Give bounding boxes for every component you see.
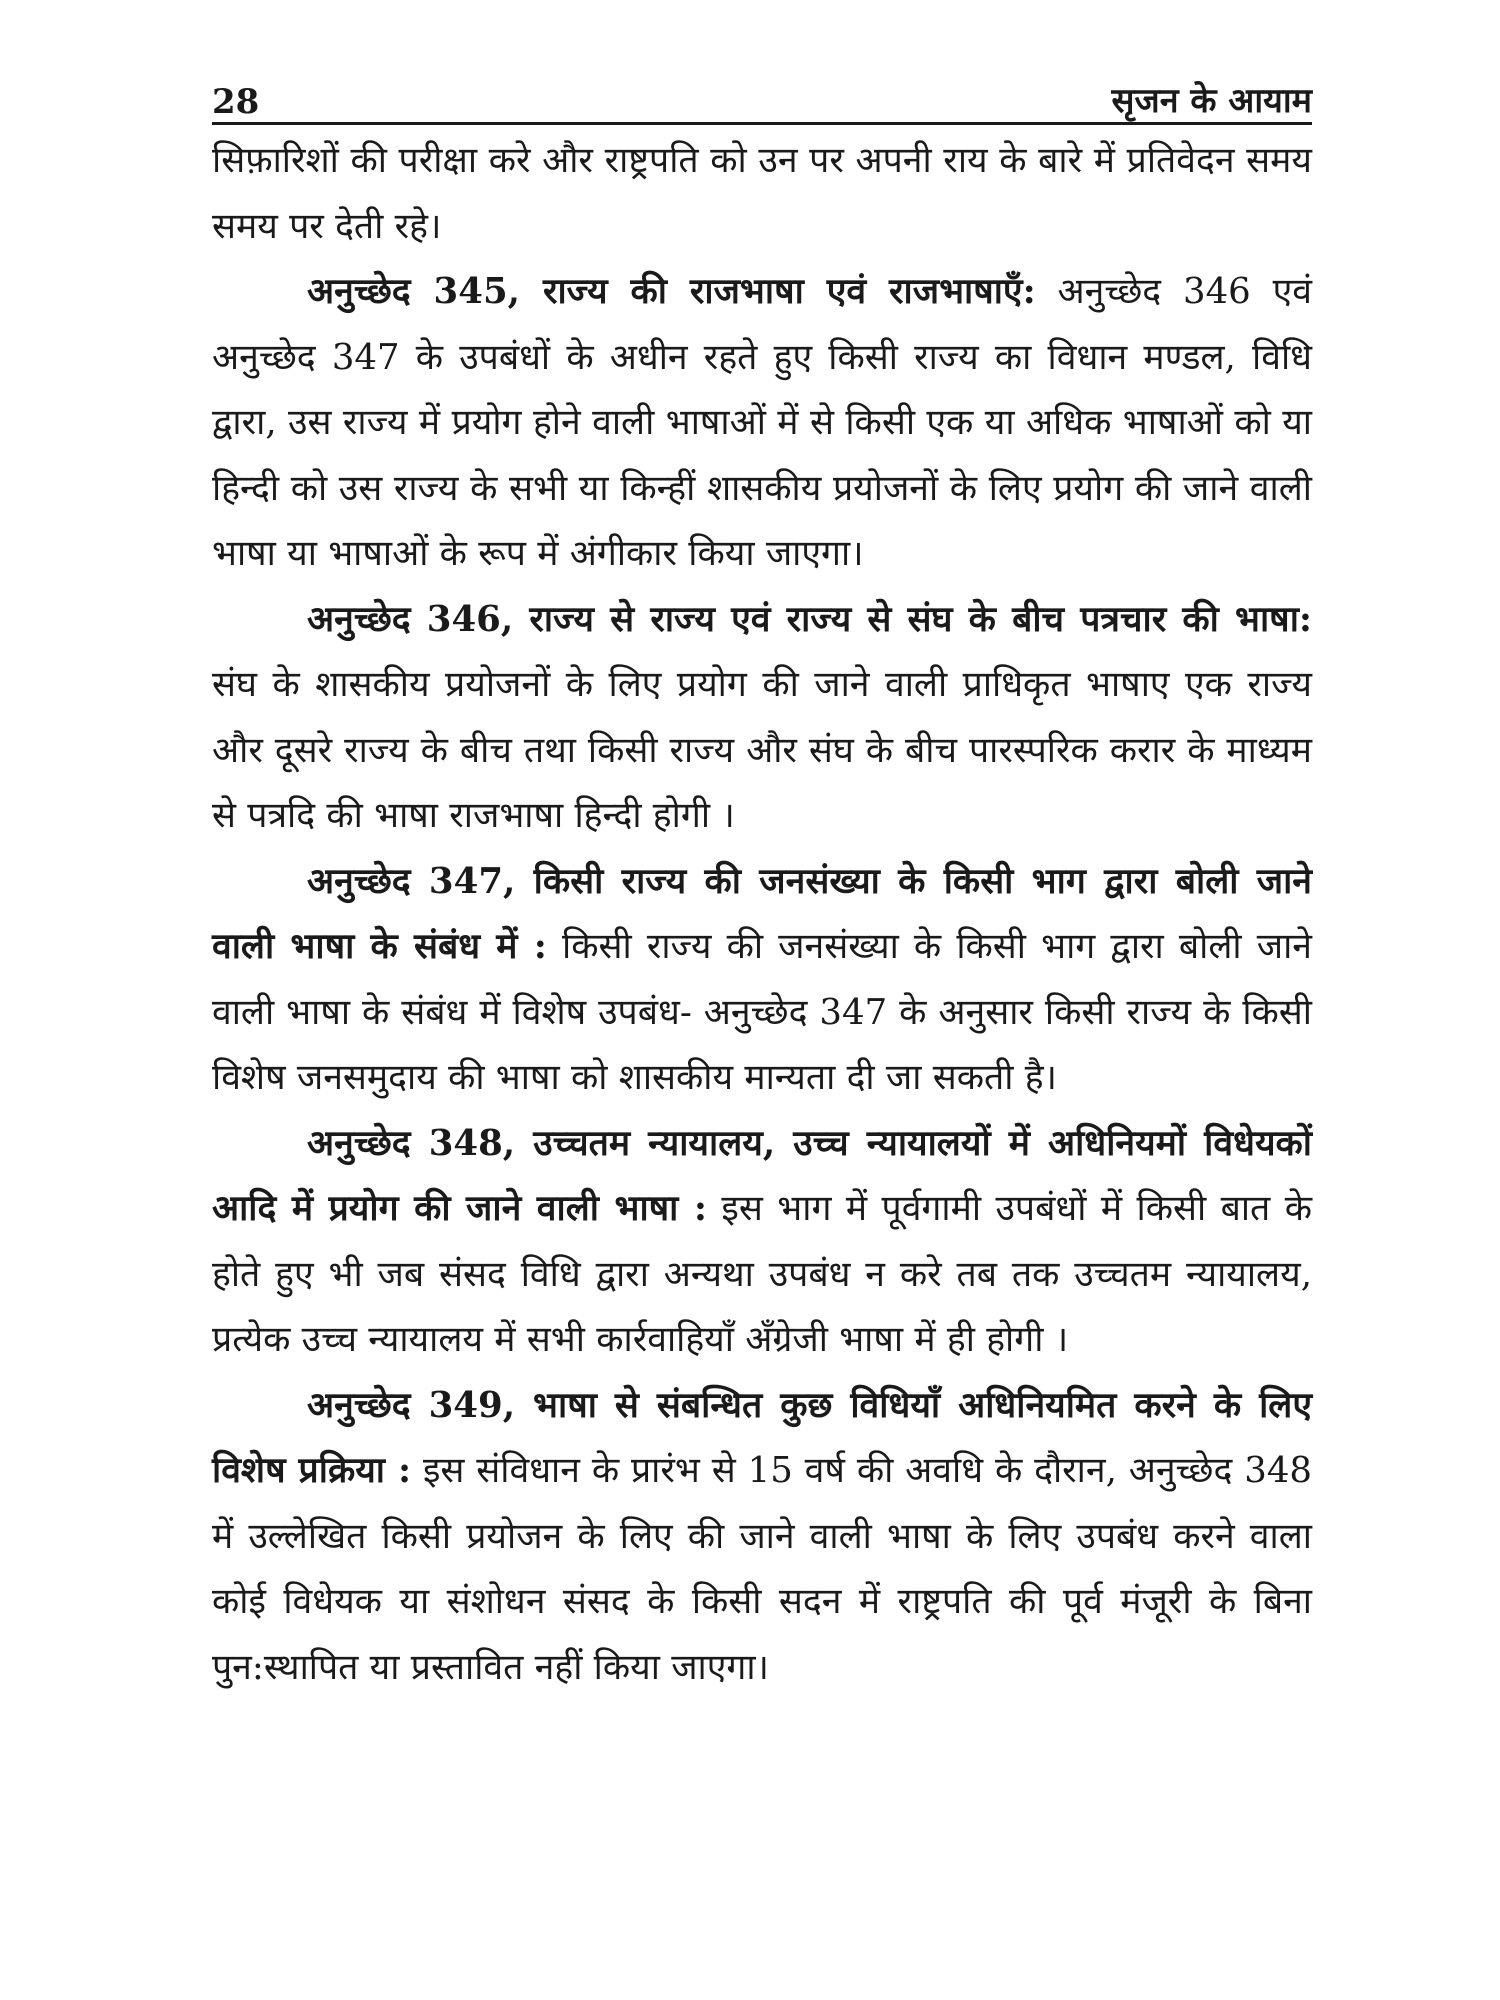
article-345-paragraph bbox=[212, 259, 1312, 587]
article-348-text: इस भाग में पूर्वगामी उपबंधों में किसी बात के होते हुए भी जब संसद विधि द्वारा अन्यथा उपबंध न करे तब तक उच्चतम न्यायालय, प्रत्येक उच्च न्यायालय में सभी कार्रवाहियाँ अँग्रेजी भाषा में ही होगी । bbox=[212, 1188, 1312, 1360]
page-number: 28 bbox=[212, 82, 260, 122]
header-rule bbox=[212, 122, 1312, 125]
article-347-heading: अनुच्छेद 347, किसी राज्य की जनसंख्या के किसी भाग द्वारा बोली जाने वाली भाषा के संबंध में : bbox=[212, 860, 1312, 967]
article-345-heading: अनुच्छेद 345, राज्य की राजभाषा एवं राजभाषाएँ: bbox=[307, 271, 1036, 312]
article-349-text: इस संविधान के प्रारंभ से 15 वर्ष की अवधि के दौरान, अनुच्छेद 348 में उल्लेखित किसी प्रयोजन के लिए की जाने वाली भाषा के लिए उपबंध करने वाला कोई विधेयक या संशोधन संसद के किसी सदन में राष्ट्रपति की पूर्व मंजूरी के बिना पुन:स्थापित या प्रस्तावित नहीं किया जाएगा। bbox=[212, 1450, 1313, 1688]
article-348-heading: अनुच्छेद 348, उच्चतम न्यायालय, उच्च न्यायालयों में अधिनियमों विधेयकों आदि में प्रयोग की जाने वाली भाषा : bbox=[212, 1122, 1312, 1229]
article-346-heading: अनुच्छेद 346, राज्य से राज्य एवं राज्य से संघ के बीच पत्रचार की भाषा: bbox=[307, 598, 1312, 640]
intro-paragraph: सिफ़ारिशों की परीक्षा करे और राष्ट्रपति को उन पर अपनी राय के बारे में प्रतिवेदन समय समय पर देती रहे। bbox=[212, 140, 1312, 247]
article-347-paragraph bbox=[212, 849, 1312, 1111]
article-346-paragraph bbox=[212, 587, 1312, 849]
page-header bbox=[212, 62, 1312, 122]
article-346-text: संघ के शासकीय प्रयोजनों के लिए प्रयोग की जाने वाली प्राधिकृत भाषाए एक राज्य और दूसरे राज्य के बीच तथा किसी राज्य और संघ के बीच पारस्परिक करार के माध्यम से पत्रदि की भाषा राजभाषा हिन्दी होगी । bbox=[212, 664, 1312, 836]
running-title: सृजन के आयाम bbox=[1111, 81, 1312, 121]
article-348-paragraph bbox=[212, 1111, 1312, 1373]
article-347-text: किसी राज्य की जनसंख्या के किसी भाग द्वारा बोली जाने वाली भाषा के संबंध में विशेष उपबंध- अनुच्छेद 347 के अनुसार किसी राज्य के किसी विशेष जनसमुदाय की भाषा को शासकीय मान्यता दी जा सकती है। bbox=[212, 926, 1312, 1098]
article-349-heading: अनुच्छेद 349, भाषा से संबन्धित कुछ विधियाँ अधिनियमित करने के लिए विशेष प्रक्रिया : bbox=[212, 1384, 1312, 1491]
article-349-paragraph bbox=[212, 1373, 1312, 1701]
article-345-text: अनुच्छेद 346 एवं अनुच्छेद 347 के उपबंधों के अधीन रहते हुए किसी राज्य का विधान मण्डल, विधि द्वारा, उस राज्य में प्रयोग होने वाली भाषाओं में से किसी एक या अधिक भाषाओं को या हिन्दी को उस राज्य के सभी या किन्हीं शासकीय प्रयोजनों के लिए प्रयोग की जाने वाली भाषा या भाषाओं के रूप में अंगीकार किया जाएगा। bbox=[212, 271, 1312, 574]
page-body bbox=[212, 128, 1312, 1700]
